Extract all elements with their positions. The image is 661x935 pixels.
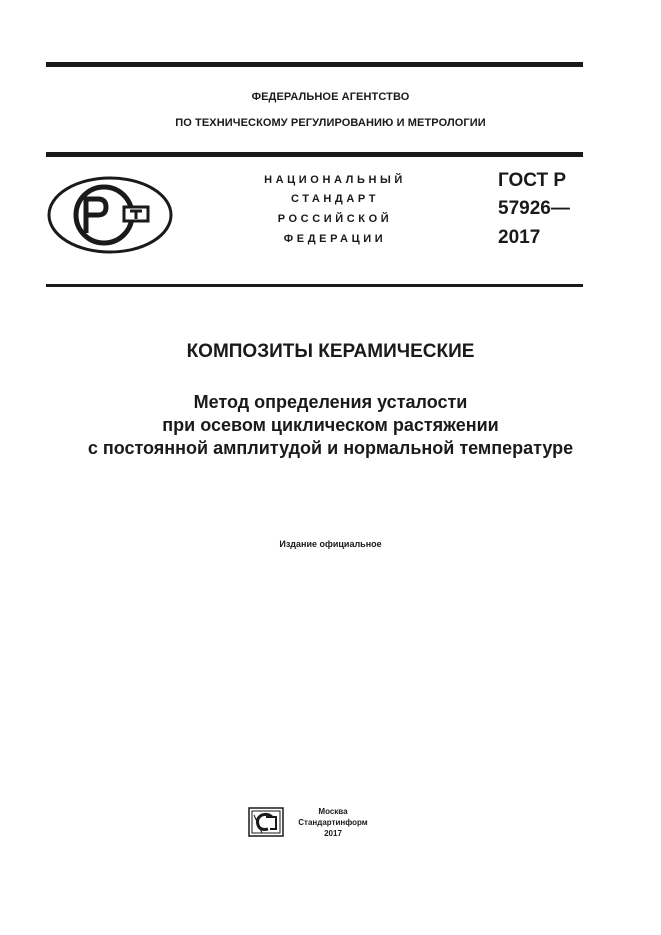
edition-label: Издание официальное bbox=[279, 539, 382, 549]
publisher-year: 2017 bbox=[324, 829, 342, 838]
subtitle-line-1: Метод определения усталости bbox=[193, 392, 468, 412]
standard-label-line-2: СТАНДАРТ bbox=[290, 193, 380, 205]
subtitle-line-2: при осевом циклическом растяжении bbox=[162, 415, 499, 435]
standard-label-line-1: НАЦИОНАЛЬНЫЙ bbox=[264, 174, 406, 186]
publisher-city: Москва bbox=[318, 807, 348, 816]
agency-line-2: ПО ТЕХНИЧЕСКОМУ РЕГУЛИРОВАНИЮ И МЕТРОЛОГИИ bbox=[175, 117, 486, 129]
subtitle-line-3: с постоянной амплитудой и нормальной температуре bbox=[87, 438, 574, 458]
standard-label-line-4: ФЕДЕРАЦИИ bbox=[283, 233, 387, 245]
standartinform-logo bbox=[248, 807, 284, 837]
document-title: КОМПОЗИТЫ КЕРАМИЧЕСКИЕ bbox=[186, 341, 475, 362]
publisher-name: Стандартинформ bbox=[298, 818, 368, 827]
standard-label-line-3: РОССИЙСКОЙ bbox=[277, 213, 393, 225]
rst-logo bbox=[46, 175, 174, 255]
rst-emblem-icon bbox=[46, 175, 174, 255]
agency-line-1: ФЕДЕРАЛЬНОЕ АГЕНТСТВО bbox=[251, 91, 410, 103]
gost-code-line-3: 2017 bbox=[498, 227, 541, 248]
header-bottom-rule bbox=[46, 284, 583, 287]
gost-code-line-1: ГОСТ Р bbox=[498, 170, 567, 191]
standartinform-emblem-icon bbox=[248, 807, 284, 837]
gost-code-line-2: 57926— bbox=[498, 198, 570, 219]
mid-rule bbox=[46, 152, 583, 157]
top-rule bbox=[46, 62, 583, 67]
